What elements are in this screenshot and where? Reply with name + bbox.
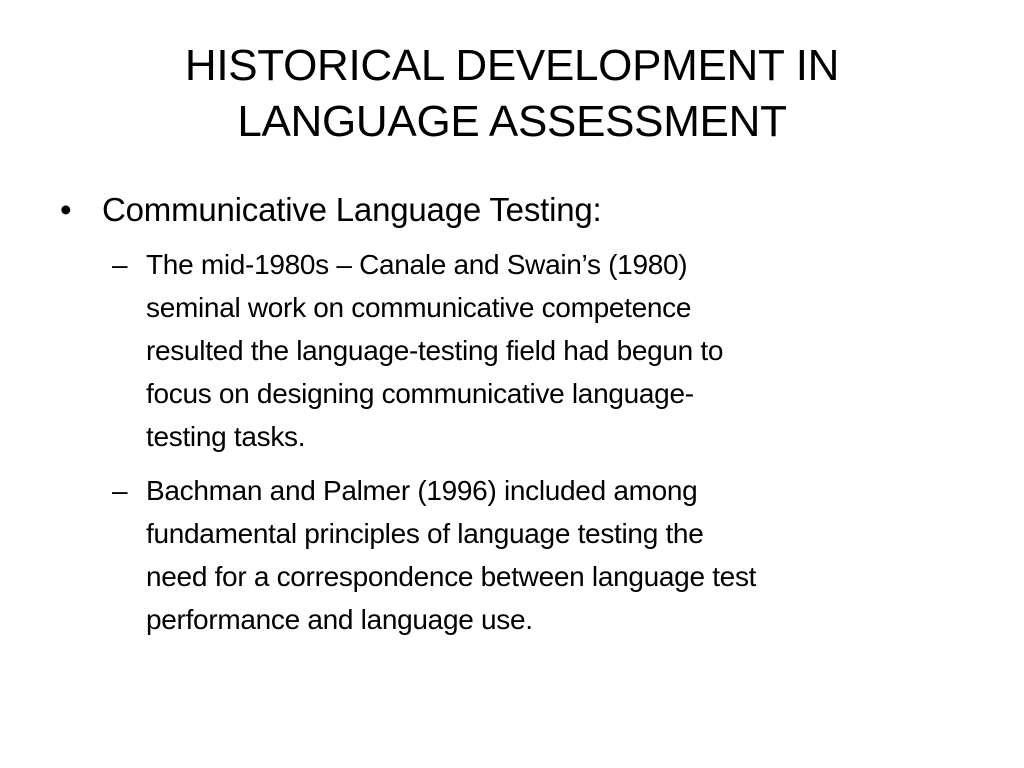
text-line: resulted the language-testing field had begun to (146, 335, 724, 366)
text-line: need for a correspondence between language test (146, 561, 757, 592)
text-line: performance and language use. (146, 604, 533, 635)
sub-bullet-text (146, 243, 976, 458)
text-line: focus on designing communicative language- (146, 378, 694, 409)
text-line: Bachman and Palmer (1996) included among (146, 475, 698, 506)
title-line-2: LANGUAGE ASSESSMENT (237, 97, 787, 146)
text-line: fundamental principles of language testing the (146, 518, 704, 549)
text-line: seminal work on communicative competence (146, 292, 692, 323)
title-line-1: HISTORICAL DEVELOPMENT IN (184, 41, 840, 90)
dash-icon: – (112, 475, 128, 506)
dash-icon: – (112, 249, 128, 280)
text-line: testing tasks. (146, 421, 306, 452)
text-line: The mid-1980s – Canale and Swain’s (1980) (146, 249, 688, 280)
bullet-dot-icon: • (60, 191, 72, 228)
sub-bullet-text (146, 469, 976, 641)
bullet-text: Communicative Language Testing: (102, 191, 602, 228)
